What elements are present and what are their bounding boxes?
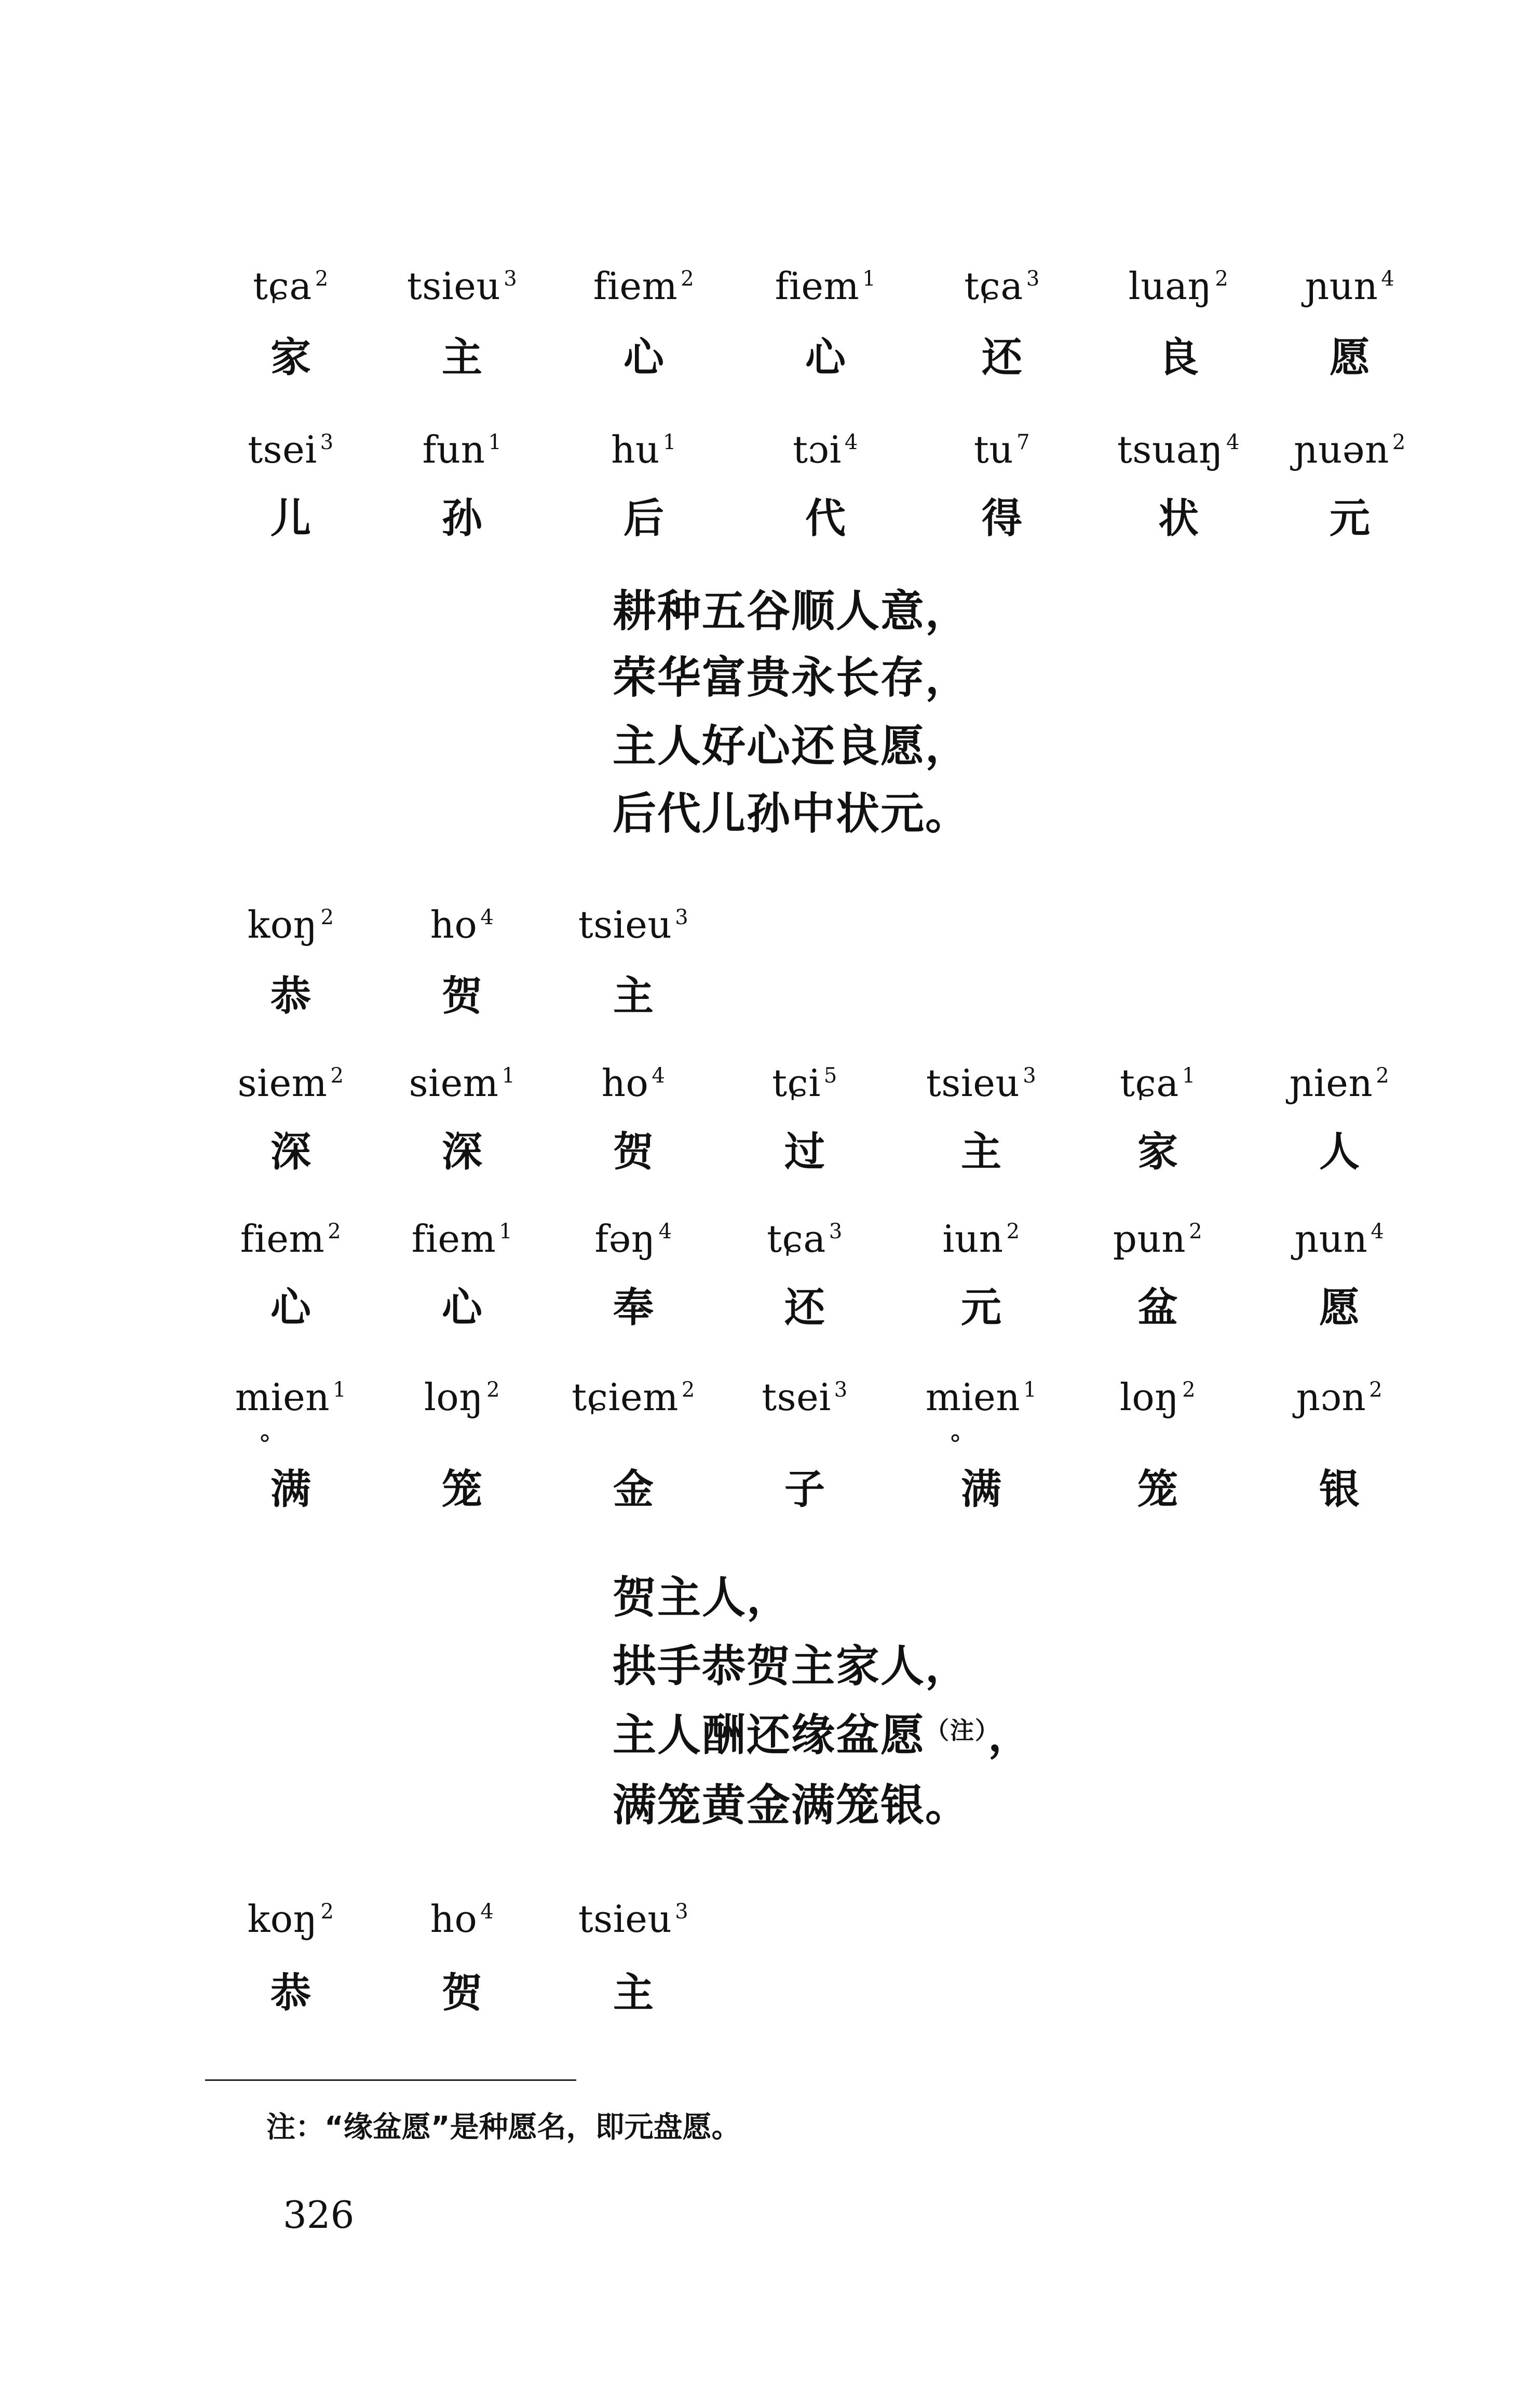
romanization: ɲien $^2$ (1289, 1061, 1390, 1105)
verse-line: 主人酬还缘盆愿$^{(注)}$， (613, 1710, 1033, 1761)
romanization: tsuaŋ $^4$ (1117, 428, 1240, 471)
hanzi: 主 (613, 1970, 654, 2017)
romanization: tsieu $^3$ (578, 903, 689, 946)
hanzi: 后 (623, 495, 664, 542)
romanization: tsei $^3$ (248, 428, 334, 471)
hanzi: 元 (1329, 495, 1370, 542)
romanization: tsieu $^3$ (926, 1061, 1037, 1105)
verse-line: 满笼黄金满笼银。 (613, 1780, 970, 1831)
verse-line: 拱手恭贺主家人， (613, 1641, 970, 1692)
romanization: koŋ $^2$ (247, 1897, 334, 1941)
hanzi: 深 (441, 1129, 482, 1175)
romanization: fun $^1$ (422, 428, 502, 471)
hanzi: 状 (1158, 495, 1199, 542)
dot-mark: ∘ (947, 1423, 964, 1452)
hanzi: 孙 (441, 495, 482, 542)
verse-line: 后代儿孙中状元。 (613, 788, 970, 839)
hanzi: 心 (441, 1284, 482, 1331)
verse-line: 贺主人， (613, 1572, 792, 1623)
hanzi: 主 (960, 1129, 1001, 1175)
hanzi: 代 (805, 495, 846, 542)
hanzi: 还 (981, 334, 1022, 381)
romanization: loŋ $^2$ (424, 1375, 500, 1419)
footnote-rule (205, 2079, 576, 2081)
romanization: fiem $^1$ (411, 1217, 513, 1261)
hanzi: 心 (623, 334, 664, 381)
hanzi: 良 (1158, 334, 1199, 381)
hanzi: 银 (1319, 1466, 1360, 1513)
hanzi: 心 (270, 1284, 311, 1331)
hanzi: 家 (270, 334, 311, 381)
romanization: luaŋ $^2$ (1128, 264, 1229, 308)
hanzi: 主 (441, 334, 482, 381)
romanization: fiem $^2$ (593, 264, 695, 308)
page-number: 326 (283, 2193, 355, 2237)
hanzi: 子 (784, 1466, 825, 1513)
hanzi: 贺 (613, 1129, 654, 1175)
note-marker: （注） (925, 1716, 988, 1744)
hanzi: 贺 (441, 1970, 482, 2017)
hanzi: 恭 (270, 973, 311, 1020)
romanization: tɕa $^2$ (253, 264, 329, 308)
romanization: fiem $^1$ (775, 264, 876, 308)
romanization: tɕiem $^2$ (572, 1375, 695, 1419)
romanization: ɲun $^4$ (1294, 1217, 1385, 1261)
romanization: iun $^2$ (942, 1217, 1020, 1261)
hanzi: 人 (1319, 1129, 1360, 1175)
verse-line: 荣华富贵永长存， (613, 652, 970, 703)
romanization: fiem $^2$ (240, 1217, 342, 1261)
romanization: tɔi $^4$ (793, 428, 858, 471)
romanization: tsieu $^3$ (578, 1897, 689, 1941)
romanization: mien $^1$ (235, 1375, 347, 1419)
hanzi: 主 (613, 973, 654, 1020)
hanzi: 深 (270, 1129, 311, 1175)
hanzi: 满 (270, 1466, 311, 1513)
romanization: tu $^7$ (973, 428, 1031, 471)
romanization: loŋ $^2$ (1119, 1375, 1196, 1419)
romanization: ɲɔn $^2$ (1296, 1375, 1383, 1419)
hanzi: 家 (1137, 1129, 1178, 1175)
hanzi: 元 (960, 1284, 1001, 1331)
romanization: ho $^4$ (601, 1061, 666, 1105)
romanization: tsieu $^3$ (406, 264, 518, 308)
hanzi: 笼 (1137, 1466, 1178, 1513)
hanzi: 金 (613, 1466, 654, 1513)
hanzi: 过 (784, 1129, 825, 1175)
romanization: tɕa $^3$ (964, 264, 1040, 308)
hanzi: 恭 (270, 1970, 311, 2017)
hanzi: 愿 (1319, 1284, 1360, 1331)
romanization: fəŋ $^4$ (594, 1217, 672, 1261)
hanzi: 得 (981, 495, 1022, 542)
hanzi: 愿 (1329, 334, 1370, 381)
romanization: ho $^4$ (430, 1897, 494, 1941)
verse-line: 主人好心还良愿， (613, 721, 970, 772)
verse-line: 耕种五谷顺人意， (613, 586, 970, 637)
romanization: mien $^1$ (925, 1375, 1037, 1419)
footnote: 注：“缘盆愿”是种愿名，即元盘愿。 (266, 2111, 741, 2144)
romanization: tɕi $^5$ (772, 1061, 837, 1105)
romanization: tsei $^3$ (762, 1375, 848, 1419)
romanization: ɲuən $^2$ (1294, 428, 1406, 471)
hanzi: 奉 (613, 1284, 654, 1331)
hanzi: 贺 (441, 973, 482, 1020)
romanization: ho $^4$ (430, 903, 494, 946)
romanization: siem $^2$ (237, 1061, 344, 1105)
romanization: koŋ $^2$ (247, 903, 334, 946)
romanization: siem $^1$ (409, 1061, 516, 1105)
hanzi: 还 (784, 1284, 825, 1331)
romanization: ɲun $^4$ (1305, 264, 1395, 308)
dot-mark: ∘ (256, 1423, 273, 1452)
romanization: pun $^2$ (1113, 1217, 1203, 1261)
romanization: hu $^1$ (611, 428, 676, 471)
hanzi: 儿 (270, 495, 311, 542)
hanzi: 满 (960, 1466, 1001, 1513)
hanzi: 心 (805, 334, 846, 381)
hanzi: 盆 (1137, 1284, 1178, 1331)
romanization: tɕa $^3$ (767, 1217, 843, 1261)
hanzi: 笼 (441, 1466, 482, 1513)
romanization: tɕa $^1$ (1120, 1061, 1196, 1105)
